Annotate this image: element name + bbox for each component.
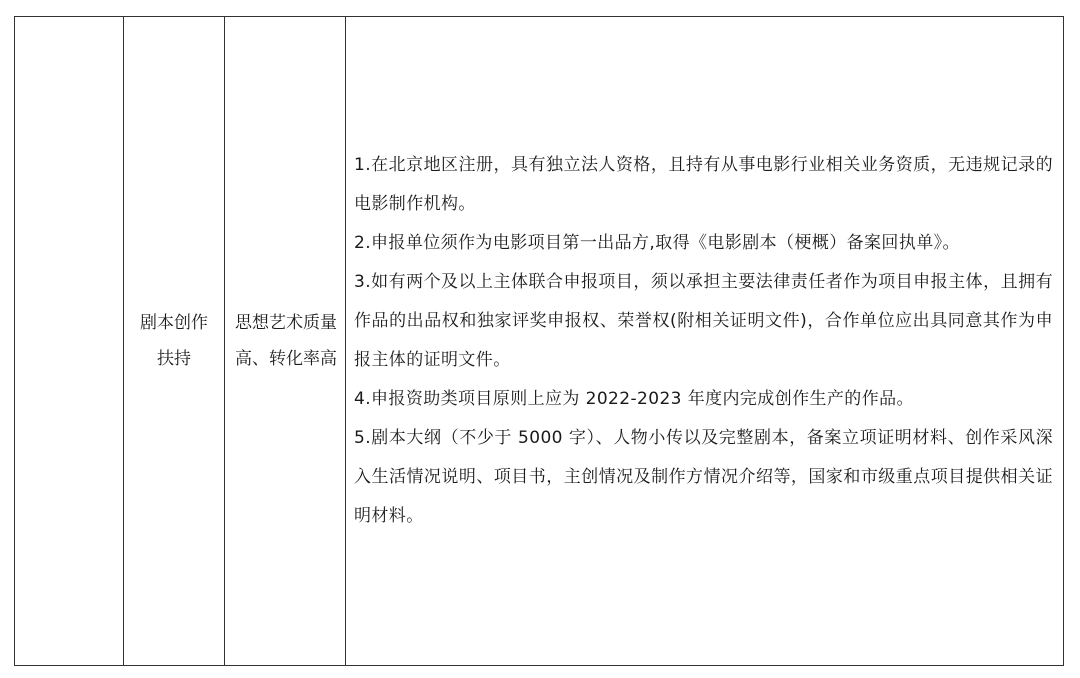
table-row (15, 17, 1064, 666)
criteria-label: 思想艺术质量高、转化率高 (235, 313, 337, 369)
requirement-item: 5.剧本大纲（不少于 5000 字）、人物小传以及完整剧本，备案立项证明材料、创作采风深入生活情况说明、项目书，主创情况及制作方情况介绍等，国家和市级重点项目提供相关证明材料。 (354, 428, 1053, 526)
requirement-item: 3.如有两个及以上主体联合申报项目，须以承担主要法律责任者作为项目申报主体，且拥有作品的出品权和独家评奖申报权、荣誉权(附相关证明文件)，合作单位应出具同意其作为申报主体的证明文件。 (354, 272, 1053, 370)
criteria-cell (225, 17, 346, 666)
blank-cell (15, 17, 124, 666)
requirement-item: 2.申报单位须作为电影项目第一出品方,取得《电影剧本（梗概）备案回执单》。 (354, 233, 960, 253)
funding-requirements-table (14, 16, 1064, 666)
requirement-item: 4.申报资助类项目原则上应为 2022-2023 年度内完成创作生产的作品。 (354, 389, 914, 409)
category-cell (124, 17, 225, 666)
requirements-list (346, 146, 1063, 536)
requirements-cell (346, 17, 1064, 666)
category-label: 剧本创作扶持 (140, 313, 208, 369)
requirement-item: 1.在北京地区注册，具有独立法人资格，且持有从事电影行业相关业务资质，无违规记录的电影制作机构。 (354, 155, 1053, 214)
